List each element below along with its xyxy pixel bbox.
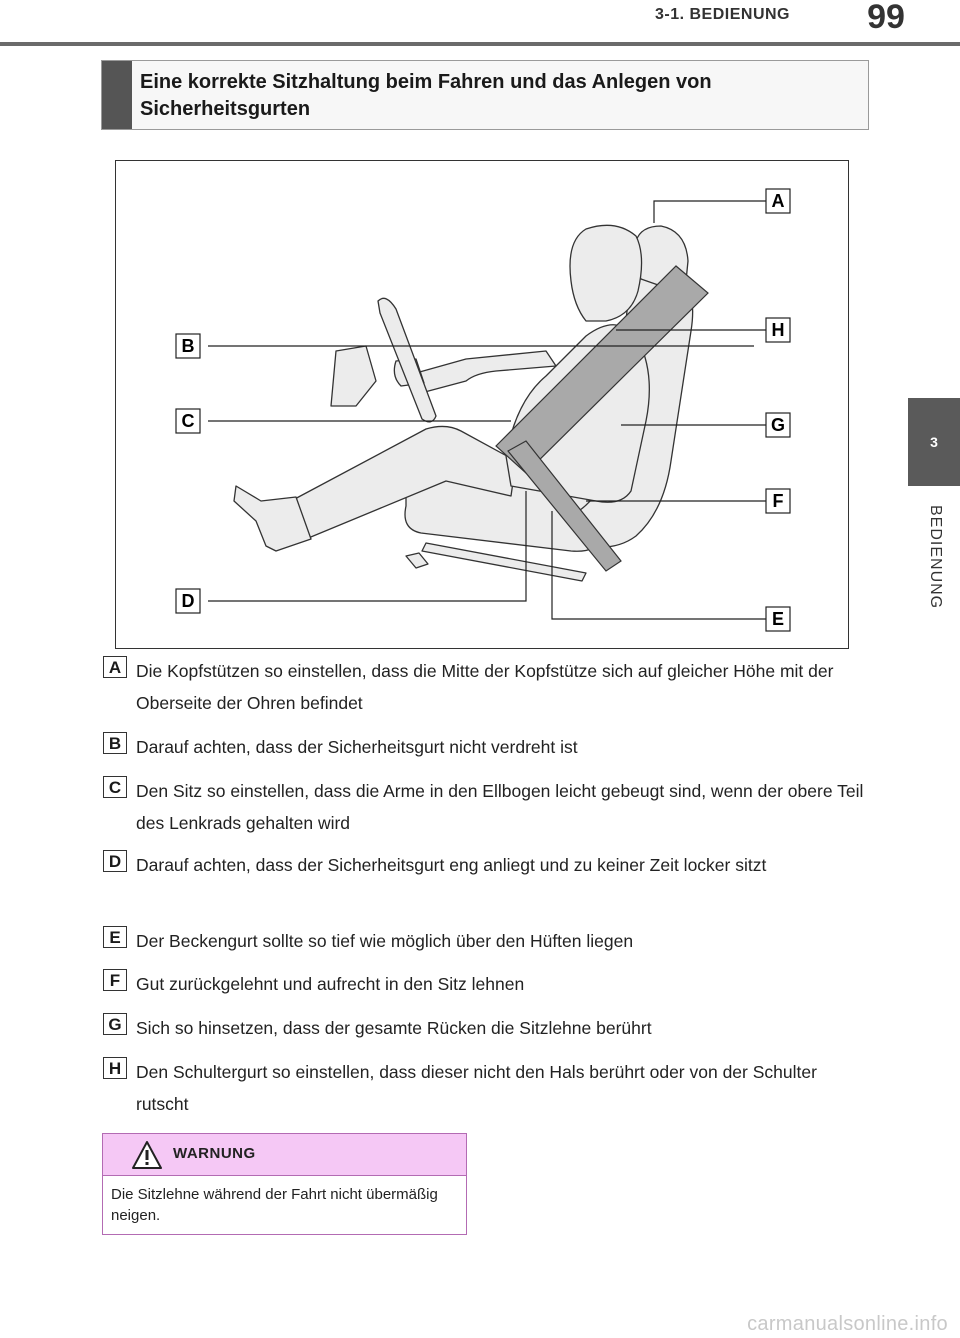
pedal (331, 346, 376, 406)
warning-title: WARNUNG (173, 1145, 256, 1162)
item-letter: D (103, 850, 127, 872)
item-letter: E (103, 926, 127, 948)
item-text: Der Beckengurt sollte so tief wie möglich über den Hüften liegen (136, 931, 634, 951)
callout-a: A (771, 191, 785, 211)
item-letter: A (103, 656, 127, 678)
item-letter: H (103, 1057, 127, 1079)
item-text: Darauf achten, dass der Sicherheitsgurt eng anliegt und zu keiner Zeit locker sitzt (136, 855, 767, 875)
section-title: Eine korrekte Sitzhaltung beim Fahren und das Anlegen von Sicherheitsgurten (140, 71, 712, 120)
section-header: 3-1. BEDIENUNG (654, 6, 790, 23)
item-text: Gut zurückgelehnt und aufrecht in den Sitz lehnen (136, 974, 525, 994)
seating-posture-figure (115, 160, 849, 649)
seating-illustration (116, 161, 850, 650)
callout-c: C (181, 411, 195, 431)
item-letter: C (103, 776, 127, 798)
driver-head (570, 225, 642, 321)
item-letter: G (103, 1013, 127, 1035)
warning-header (103, 1134, 466, 1176)
chapter-label: BEDIENUNG (927, 505, 944, 610)
chapter-tab: 3 (908, 398, 960, 486)
driver-shoe (234, 486, 311, 551)
callout-f: F (772, 491, 784, 511)
item-text: Sich so hinsetzen, dass der gesamte Rücken die Sitzlehne berührt (136, 1018, 652, 1038)
steering-wheel (378, 298, 436, 422)
warning-text: Die Sitzlehne während der Fahrt nicht übermäßig neigen. (111, 1186, 438, 1224)
item-letter: F (103, 969, 127, 991)
seat-rail-foot (406, 553, 428, 568)
item-letter: B (103, 732, 127, 754)
warning-box (102, 1133, 467, 1235)
item-text: Den Sitz so einstellen, dass die Arme in den Ellbogen leicht gebeugt sind, wenn der obere Teil des Lenkrads gehalten wird (136, 781, 864, 833)
section-heading-bar (102, 61, 132, 129)
page-number: 99 (867, 0, 905, 36)
section-heading-box (101, 60, 869, 130)
header-divider (0, 42, 960, 46)
item-text: Darauf achten, dass der Sicherheitsgurt nicht verdreht ist (136, 737, 578, 757)
item-text: Die Kopfstützen so einstellen, dass die Mitte der Kopfstütze sich auf gleicher Höhe mit der Oberseite der Ohren befindet (136, 661, 834, 713)
callout-b: B (181, 336, 195, 356)
callout-d: D (181, 591, 195, 611)
leader-line-a (654, 201, 766, 223)
watermark: carmanualsonline.info (747, 1313, 948, 1335)
item-text: Den Schultergurt so einstellen, dass dieser nicht den Hals berührt oder von der Schulter rutscht (136, 1062, 817, 1114)
callout-e: E (771, 609, 785, 629)
callout-h: H (771, 320, 785, 340)
callout-g: G (770, 415, 786, 435)
warning-triangle-icon (131, 1140, 163, 1170)
